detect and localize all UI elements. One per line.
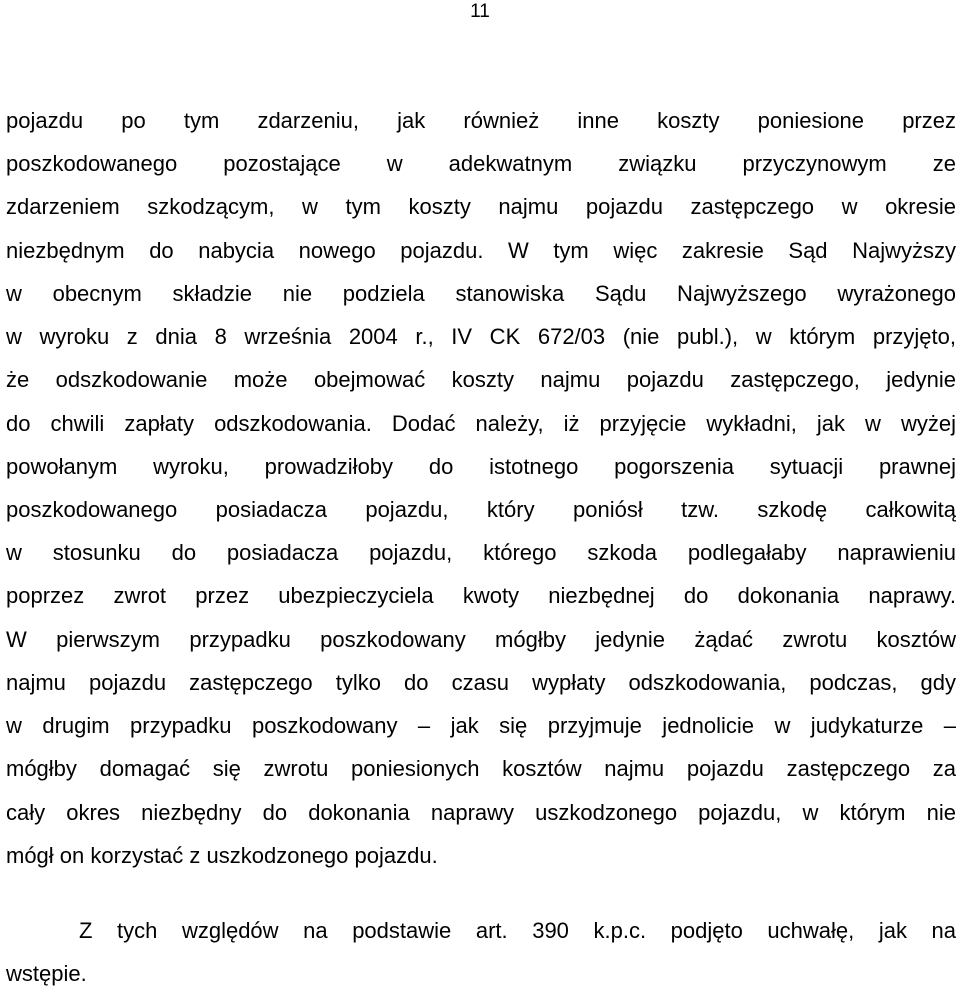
text-line: poszkodowanego posiadacza pojazdu, który poniósł tzw. szkodę całkowitą (6, 497, 956, 522)
text-line: powołanym wyroku, prowadziłoby do istotnego pogorszenia sytuacji prawnej (6, 454, 956, 479)
text-line: W pierwszym przypadku poszkodowany mógłby jedynie żądać zwrotu kosztów (6, 627, 956, 652)
text-line: w stosunku do posiadacza pojazdu, którego szkoda podlegałaby naprawieniu (6, 540, 956, 565)
text-line: w drugim przypadku poszkodowany – jak się przyjmuje jednolicie w judykaturze – (6, 713, 956, 738)
text-line: zdarzeniem szkodzącym, w tym koszty najmu pojazdu zastępczego w okresie (6, 194, 956, 219)
text-line: wstępie. (6, 961, 87, 986)
text-line: niezbędnym do nabycia nowego pojazdu. W tym więc zakresie Sąd Najwyższy (6, 238, 956, 263)
text-line: w obecnym składzie nie podziela stanowiska Sądu Najwyższego wyrażonego (6, 281, 956, 306)
text-line: najmu pojazdu zastępczego tylko do czasu wypłaty odszkodowania, podczas, gdy (6, 670, 956, 695)
text-line: w wyroku z dnia 8 września 2004 r., IV CK 672/03 (nie publ.), w którym przyjęto, (6, 324, 956, 349)
text-line: poprzez zwrot przez ubezpieczyciela kwoty niezbędnej do dokonania naprawy. (6, 583, 956, 608)
text-line: pojazdu po tym zdarzeniu, jak również inne koszty poniesione przez (6, 108, 956, 133)
text-line: Z tych względów na podstawie art. 390 k.p.c. podjęto uchwałę, jak na (79, 918, 956, 943)
text-line: poszkodowanego pozostające w adekwatnym związku przyczynowym ze (6, 151, 956, 176)
text-line: mógł on korzystać z uszkodzonego pojazdu. (6, 843, 438, 868)
text-line: mógłby domagać się zwrotu poniesionych kosztów najmu pojazdu zastępczego za (6, 756, 956, 781)
text-line: do chwili zapłaty odszkodowania. Dodać należy, iż przyjęcie wykładni, jak w wyżej (6, 411, 956, 436)
page-number: 11 (470, 1, 490, 22)
text-line: cały okres niezbędny do dokonania naprawy uszkodzonego pojazdu, w którym nie (6, 800, 956, 825)
text-line: że odszkodowanie może obejmować koszty najmu pojazdu zastępczego, jedynie (6, 367, 956, 392)
